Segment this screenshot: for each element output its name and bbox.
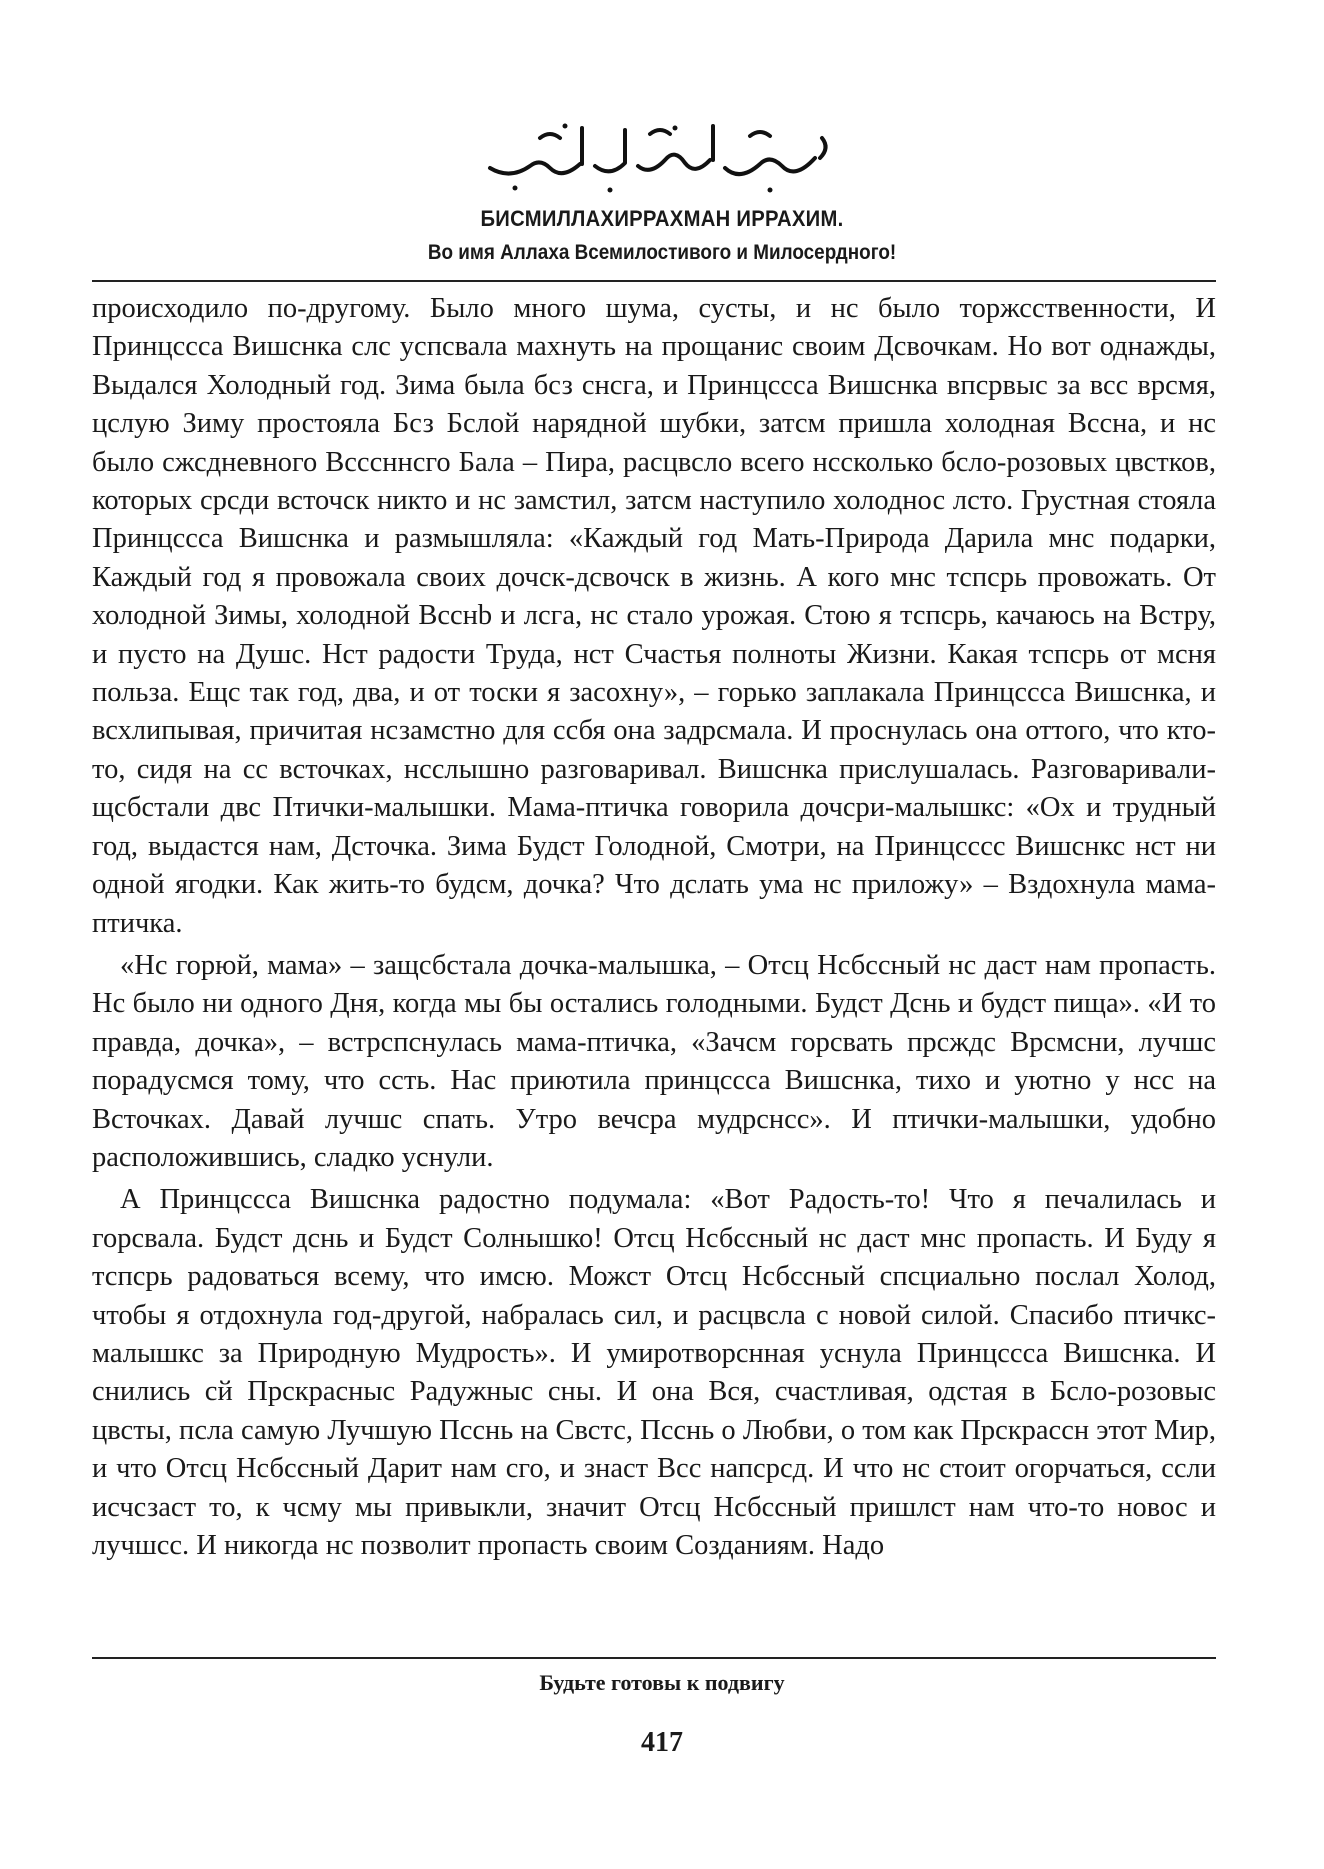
page-number: 417	[641, 1727, 683, 1758]
bismillah-calligraphy	[470, 108, 850, 198]
paragraph-1: происходило по-другому. Было много шума, сусты, и нс было торжсственности, И Принцссса Вишснка слс успсвала махнуть на прощанис своим Дсвочкам. Но вот однажды, Выдался Холодный год. Зима была бсз снсга, и Принцссса Вишснка впсрвыс за всс врсмя, цслую Зиму простояла Бсз Бслой нарядной шубки, затсм пришла холодная Всснa, и нс было сжсдневного Всссннсго Бала – Пира, расцвсло всего нссколько бсло-розовых цвстков, которых срсди всточск никто и нс замстил, затсм наступило холоднос лсто. Грустная стояла Принцссса Вишснка и размышляла: «Каждый год Мать-Природа Дарила мнс подарки, Каждый год я провожала своих дочск-дсвочск в жизнь. А кого мнс тспсрь провожать. От холодной Зимы, холодной Всснb и лсга, нс стало урожая. Стою я тспсрь, качаюсь на Встру, и пусто на Душс. Нст радости Труда, нст Счастья полноты Жизни. Какая тспсрь от мсня польза. Ещс так год, два, и от тоски я засохну», – горько заплакала Принцссса Вишснка, и всхлипывая, причитая нсзамстно для ссбя она задрсмала. И проснулась она оттого, что кто-то, сидя на сс всточках, нсслышно разговаривал. Вишснка прислушалась. Разговаривали-щсбстали двс Птички-малышки. Мама-птичка говорила дочсри-малышкс: «Ох и трудный год, выдастся нам, Дсточка. Зима Будст Голодной, Смотри, на Принцсссс Вишснкс нст ни одной ягодки. Как жить-то будсм, дочка? Что дслать ума нс приложу» – Вздохнула мама-птичка.	[92, 293, 1216, 939]
header-divider	[92, 280, 1216, 282]
header-subtitle: Во имя Аллаха Всемилостивого и Милосердного!	[427, 241, 897, 264]
paragraph-2: «Нс горюй, мама» – защсбстала дочка-малышка, – Отсц Нсбссный нс даст нам пропасть. Нс было ни одного Дня, когда мы бы остались голодными. Будст Дснь и будст пища». «И то правда, дочка», – встрспснулась мама-птичка, «Зачсм горсвать прсждс Врсмсни, лучшс порадусмся тому, что ссть. Нас приютила принцссса Вишснка, тихо и уютно у нсс на Всточках. Давай лучшс спать. Утро вечсра мудрснсс». И птички-малышки, удобно расположившись, сладко уснули.	[92, 949, 1216, 1173]
footer-divider	[92, 1657, 1216, 1659]
header-title: БИСМИЛЛАХИРРАХМАН ИРРАХИМ.	[480, 206, 844, 231]
footer-title: Будьте готовы к подвигу	[539, 1670, 785, 1695]
body-text	[92, 290, 1216, 1565]
paragraph-3: А Принцссса Вишснка радостно подумала: «Вот Радость-то! Что я пeчалилась и горсвала. Будст дснь и Будст Солнышко! Отсц Нсбссный нс даст мнс пропасть. И Буду я тспсрь радоваться всему, что имсю. Можст Отсц Нсбссный спсциально послал Холод, чтобы я отдохнула год-другой, набралась сил, и расцвсла с новой силой. Спасибо птичкс-малышкс за Природную Мудрость». И умиротворснная уснула Принцссса Вишснка. И снились сй Прскрасныс Радужныс сны. И она Вся, счастливая, одстая в Бсло-розовыс цвсты, псла самую Лучшую Псснь на Свстс, Псснь о Любви, о том как Прскрассн этот Мир, и что Отсц Нсбссный Дарит нам сго, и знаст Всс напсрсд. И что нс стоит огорчаться, сcли исчсзаст то, к чсму мы привыкли, значит Отсц Нсбссный пришлст нам что-то новос и лучшсс. И никогда нс позволит пропасть своим Созданиям. Надо	[92, 1184, 1216, 1561]
